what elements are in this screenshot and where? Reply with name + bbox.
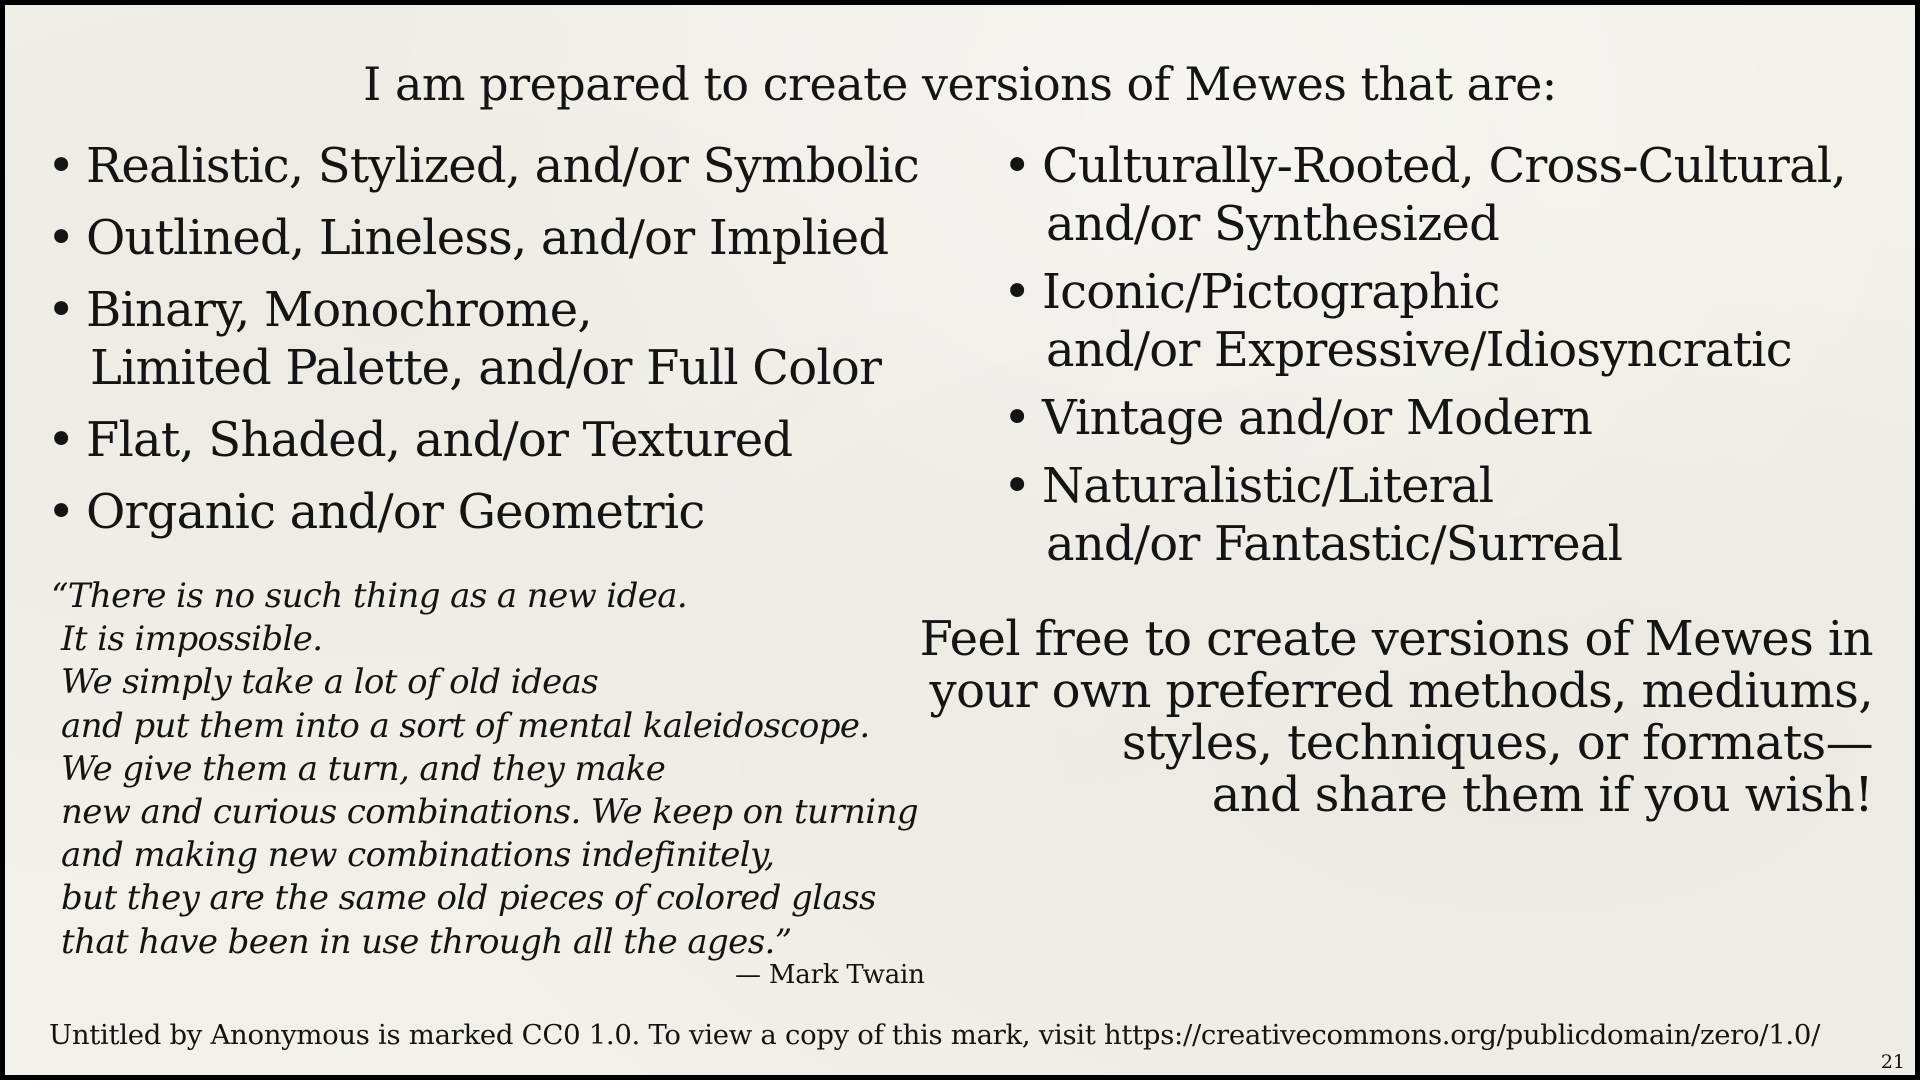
- quote-line: and making new combinations indefinitely,: [61, 835, 775, 876]
- list-item-text: Iconic/Pictographic: [1042, 264, 1500, 320]
- right-bullet-list: [1003, 137, 1846, 583]
- quote-line: new and curious combinations. We keep on turning: [61, 792, 919, 833]
- page-number: 21: [1880, 1051, 1905, 1073]
- list-item: [1003, 457, 1846, 573]
- license-credit: Untitled by Anonymous is marked CC0 1.0. To view a copy of this mark, visit https://creativecommons.org/publicdomain/zero/1.0/: [49, 1019, 1821, 1051]
- quote-line: but they are the same old pieces of colored glass: [61, 878, 876, 919]
- left-bullet-list: [47, 137, 919, 555]
- list-item-text: Flat, Shaded, and/or Textured: [86, 412, 793, 468]
- bullet-icon: •: [1003, 138, 1031, 194]
- bullet-icon: •: [1003, 458, 1031, 514]
- list-item: [1003, 263, 1846, 379]
- bullet-icon: •: [1003, 390, 1031, 446]
- list-item: [47, 209, 919, 267]
- list-item: [1003, 137, 1846, 253]
- feel-free-line: your own preferred methods, mediums,: [929, 663, 1873, 719]
- list-item-text: Binary, Monochrome,: [86, 282, 592, 338]
- list-item-text-continued: and/or Expressive/Idiosyncratic: [1046, 322, 1792, 378]
- list-item: [47, 483, 919, 541]
- list-item-text: Realistic, Stylized, and/or Symbolic: [86, 138, 919, 194]
- list-item-text-continued: and/or Fantastic/Surreal: [1046, 516, 1623, 572]
- quote-line: It is impossible.: [61, 619, 323, 660]
- slide-title: I am prepared to create versions of Mewes that are:: [363, 57, 1557, 111]
- list-item-text-continued: Limited Palette, and/or Full Color: [90, 340, 882, 396]
- bullet-icon: •: [47, 282, 75, 338]
- slide: [5, 5, 1915, 1075]
- bullet-icon: •: [47, 210, 75, 266]
- quote-line: that have been in use through all the ages.”: [61, 921, 792, 962]
- quote-line: We give them a turn, and they make: [61, 748, 666, 789]
- feel-free-line: styles, techniques, or formats—: [1121, 715, 1873, 771]
- bullet-icon: •: [47, 138, 75, 194]
- quote-attribution: — Mark Twain: [735, 960, 925, 990]
- list-item: [47, 281, 919, 397]
- list-item-text: Naturalistic/Literal: [1042, 458, 1494, 514]
- list-item-text-continued: and/or Synthesized: [1046, 196, 1500, 252]
- list-item-text: Organic and/or Geometric: [86, 484, 705, 540]
- quote-line: and put them into a sort of mental kaleidoscope.: [61, 705, 870, 746]
- mark-twain-quote: [51, 575, 951, 964]
- list-item-text: Vintage and/or Modern: [1042, 390, 1593, 446]
- quote-line: “There is no such thing as a new idea.: [51, 576, 688, 616]
- feel-free-line: Feel free to create versions of Mewes in: [919, 611, 1873, 667]
- feel-free-line: and share them if you wish!: [1211, 767, 1873, 823]
- bullet-icon: •: [47, 484, 75, 540]
- list-item: [1003, 389, 1846, 447]
- bullet-icon: •: [1003, 264, 1031, 320]
- list-item-text: Outlined, Lineless, and/or Implied: [86, 210, 889, 266]
- quote-line: We simply take a lot of old ideas: [61, 662, 599, 703]
- list-item: [47, 137, 919, 195]
- bullet-icon: •: [47, 412, 75, 468]
- list-item-text: Culturally-Rooted, Cross-Cultural,: [1042, 138, 1846, 194]
- list-item: [47, 411, 919, 469]
- feel-free-statement: [873, 613, 1873, 821]
